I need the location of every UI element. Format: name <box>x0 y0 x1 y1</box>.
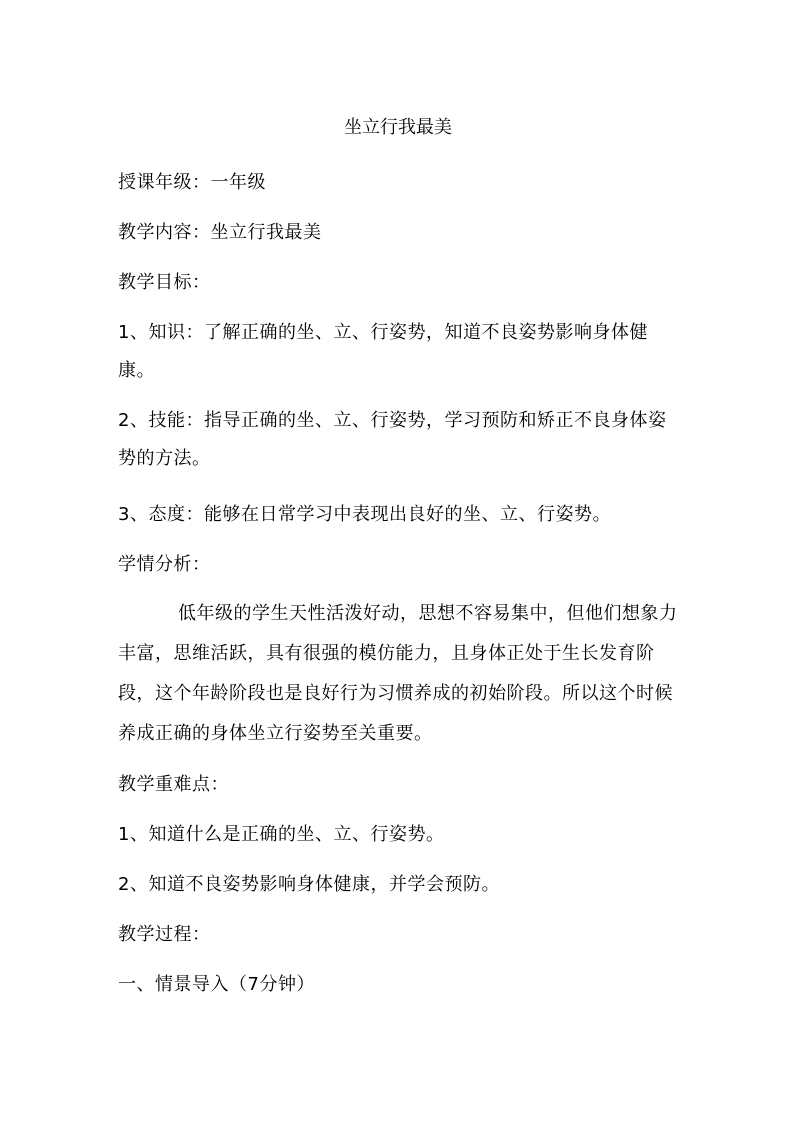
key-point-1: 1、知道什么是正确的坐、立、行姿势。 <box>118 824 445 845</box>
process-heading: 教学过程： <box>118 924 211 945</box>
analysis-body: 低年级的学生天性活泼好动，思想不容易集中，但他们想象力丰富，思维活跃，具有很强的模仿能力，且身体正处于生长发育阶段，这个年龄阶段也是良好行为习惯养成的初始阶段。所以这个时候养成正确的身体坐立行姿势至关重要。 <box>118 603 678 744</box>
key-point-2: 2、知道不良姿势影响身体健康，并学会预防。 <box>118 874 500 895</box>
content-line: 教学内容：坐立行我最美 <box>118 222 322 243</box>
document-title: 坐立行我最美 <box>344 117 452 138</box>
objective-attitude: 3、态度：能够在日常学习中表现出良好的坐、立、行姿势。 <box>118 504 611 525</box>
process-step-1: 一、情景导入（7分钟） <box>118 974 315 995</box>
objectives-heading: 教学目标： <box>118 272 211 293</box>
objective-skill: 2、技能：指导正确的坐、立、行姿势，学习预防和矫正不良身体姿势的方法。 <box>118 410 667 469</box>
grade-line: 授课年级：一年级 <box>118 172 266 193</box>
analysis-heading: 学情分析： <box>118 554 211 575</box>
objective-knowledge: 1、知识：了解正确的坐、立、行姿势，知道不良姿势影响身体健康。 <box>118 322 648 381</box>
key-points-heading: 教学重难点： <box>118 774 229 795</box>
document-content <box>118 108 678 1010</box>
